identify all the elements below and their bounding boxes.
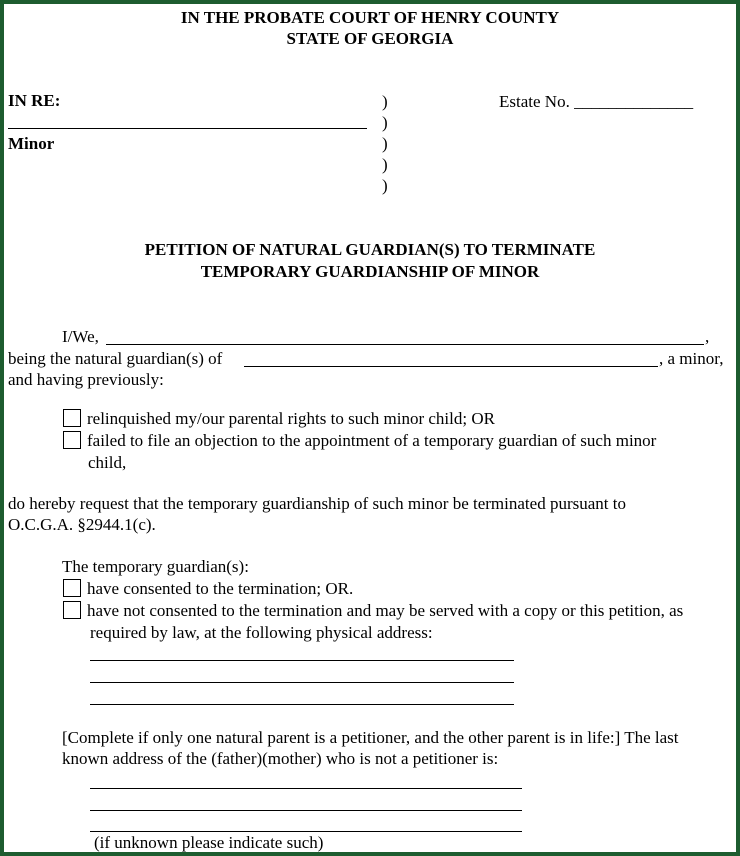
caption-paren: ) [382, 155, 388, 174]
caption-paren: ) [382, 92, 388, 111]
relinquished-label: relinquished my/our parental rights to such minor child; OR [87, 409, 495, 428]
other-parent-address-line-2[interactable] [90, 810, 522, 811]
caption-paren: ) [382, 134, 388, 153]
court-name: IN THE PROBATE COURT OF HENRY COUNTY [180, 8, 560, 27]
in-re-label: IN RE: [8, 91, 61, 110]
request-line2: O.C.G.A. §2944.1(c). [8, 515, 156, 534]
other-parent-line2: known address of the (father)(mother) who is not a petitioner is: [62, 749, 499, 768]
estate-number-label: Estate No. [499, 92, 570, 111]
other-parent-address-line-3[interactable] [90, 831, 522, 832]
not-consented-continuation: required by law, at the following physical address: [90, 623, 433, 642]
caption-paren: ) [382, 176, 388, 195]
guardian-address-line-3[interactable] [90, 704, 514, 705]
court-state: STATE OF GEORGIA [286, 29, 454, 48]
relinquished-checkbox[interactable] [63, 409, 81, 427]
not-consented-checkbox[interactable] [63, 601, 81, 619]
natural-guardian-text: being the natural guardian(s) of [8, 349, 223, 368]
option-failed-to-object[interactable] [63, 431, 656, 451]
a-minor-text: , a minor, [659, 349, 724, 368]
petition-title-line1: PETITION OF NATURAL GUARDIAN(S) TO TERMINATE [144, 240, 596, 259]
minor-child-name-line[interactable] [244, 366, 658, 367]
caption-paren: ) [382, 113, 388, 132]
other-parent-line1: [Complete if only one natural parent is a petitioner, and the other parent is in life:] The last [62, 728, 679, 747]
estate-number-blank[interactable]: ______________ [574, 92, 694, 111]
iwe-label: I/We, [62, 327, 99, 346]
failed-to-object-label: failed to file an objection to the appointment of a temporary guardian of such minor [87, 431, 657, 450]
not-consented-label: have not consented to the termination and may be served with a copy or this petition, as [87, 601, 684, 620]
option-relinquished[interactable] [63, 409, 495, 429]
other-parent-address-line-1[interactable] [90, 788, 522, 789]
request-line1: do hereby request that the temporary guardianship of such minor be terminated pursuant to [8, 494, 626, 513]
petitioner-name-line[interactable] [106, 344, 704, 345]
minor-name-line[interactable] [8, 128, 367, 129]
option-not-consented[interactable] [63, 601, 683, 621]
iwe-comma: , [705, 327, 710, 346]
consented-label: have consented to the termination; OR. [87, 579, 354, 598]
temp-guardian-label: The temporary guardian(s): [62, 557, 249, 576]
guardian-address-line-1[interactable] [90, 660, 514, 661]
having-previously-text: and having previously: [8, 370, 164, 389]
guardian-address-line-2[interactable] [90, 682, 514, 683]
consented-checkbox[interactable] [63, 579, 81, 597]
option-consented[interactable] [63, 579, 353, 599]
minor-label: Minor [8, 134, 55, 153]
estate-number-field[interactable] [499, 92, 693, 112]
failed-to-object-checkbox[interactable] [63, 431, 81, 449]
petition-title-line2: TEMPORARY GUARDIANSHIP OF MINOR [200, 262, 540, 281]
unknown-note: (if unknown please indicate such) [94, 833, 324, 852]
option-continuation: child, [88, 453, 127, 472]
